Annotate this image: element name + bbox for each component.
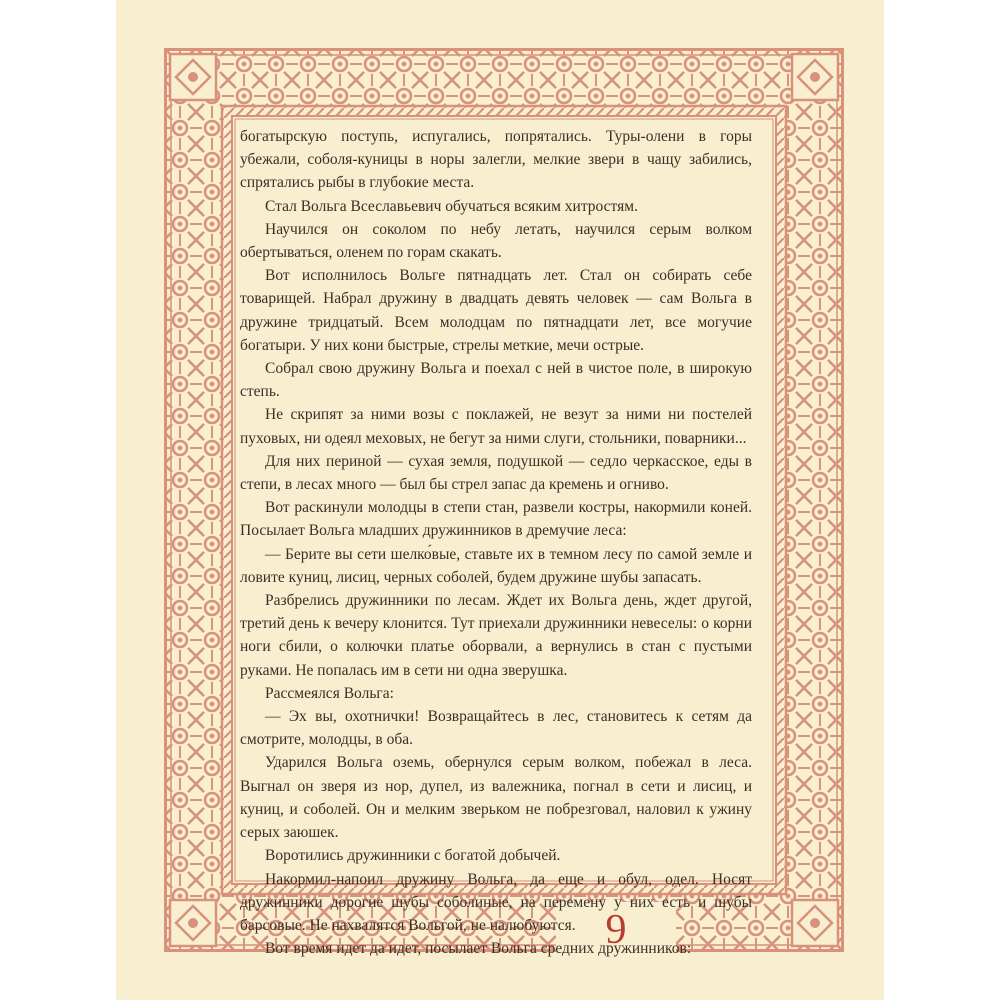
paragraph: — Эх вы, охотнички! Возвращайтесь в лес, становитесь к сетям да смотрите, молодцы, в оба. xyxy=(240,708,752,749)
story-text xyxy=(240,125,752,960)
paragraph: Накормил-напоил дружину Вольга, да еще и обул, одел. Носят дружинники дорогие шубы соболиные, на перемену у них есть и шубы барсовые. Не нахвалятся Вольгой, не налюбуются. xyxy=(240,870,752,934)
paragraph: богатырскую поступь, испугались, попрятались. Туры-олени в горы убежали, соболя-куницы в норы залегли, мелкие звери в чащу забились, спрятались рыбы в глубокие места. xyxy=(240,128,752,192)
paragraph: Рассмеялся Вольга: xyxy=(265,684,394,702)
paragraph: Научился он соколом по небу летать, научился серым волком обертываться, оленем по горам скакать. xyxy=(240,220,752,262)
paragraph: Ударился Вольга оземь, обернулся серым волком, побежал в леса. Выгнал он зверя из нор, дупел, из валежника, погнал в сети и лисиц, и куниц, и соболей. Он и мелким зверьком не побрезговал, наловил к ужину серых заюшек. xyxy=(240,754,752,842)
paragraph: — Берите вы сети шелко́вые, ставьте их в темном лесу по самой земле и ловите куниц, лисиц, черных соболей, будем дружине шубы запасать. xyxy=(240,545,752,586)
paragraph: Не скрипят за ними возы с поклажей, не везут за ними ни постелей пуховых, ни одеял меховых, не бегут за ними слуги, стольники, поварники... xyxy=(240,406,752,447)
paragraph: Для них периной — сухая земля, подушкой — седло черкасское, еды в степи, в лесах много — был бы стрел запас да кремень и огниво. xyxy=(240,452,752,494)
paragraph: Вот исполнилось Вольге пятнадцать лет. Стал он собирать себе товарищей. Набрал дружину в двадцать девять человек — сам Вольга в дружине тридцатый. Всем молодцам по пятнадцати лет, все могучие богатыри. У них кони быстрые, стрелы меткие, мечи острые. xyxy=(240,267,752,354)
paragraph: Собрал свою дружину Вольга и поехал с ней в чистое поле, в широкую степь. xyxy=(240,360,752,401)
paragraph: Разбрелись дружинники по лесам. Ждет их Вольга день, ждет другой, третий день к вечеру клонится. Тут приехали дружинники невеселы: о корни ноги сбили, о колючки платье оборвали, а вернулись в стан с пустыми руками. Не попалась им в сети ни одна зверушка. xyxy=(240,592,752,679)
paragraph: Стал Вольга Всеславьевич обучаться всяким хитростям. xyxy=(265,197,638,215)
paragraph: Вот раскинули молодцы в степи стан, развели костры, накормили коней. Посылает Вольга младших дружинников в дремучие леса: xyxy=(240,499,752,540)
page-number: 9 xyxy=(556,902,676,958)
paragraph: Вот время идет да идет, посылает Вольга средних дружинников: xyxy=(265,940,692,958)
paragraph: Воротились дружинники с богатой добычей. xyxy=(265,847,561,865)
